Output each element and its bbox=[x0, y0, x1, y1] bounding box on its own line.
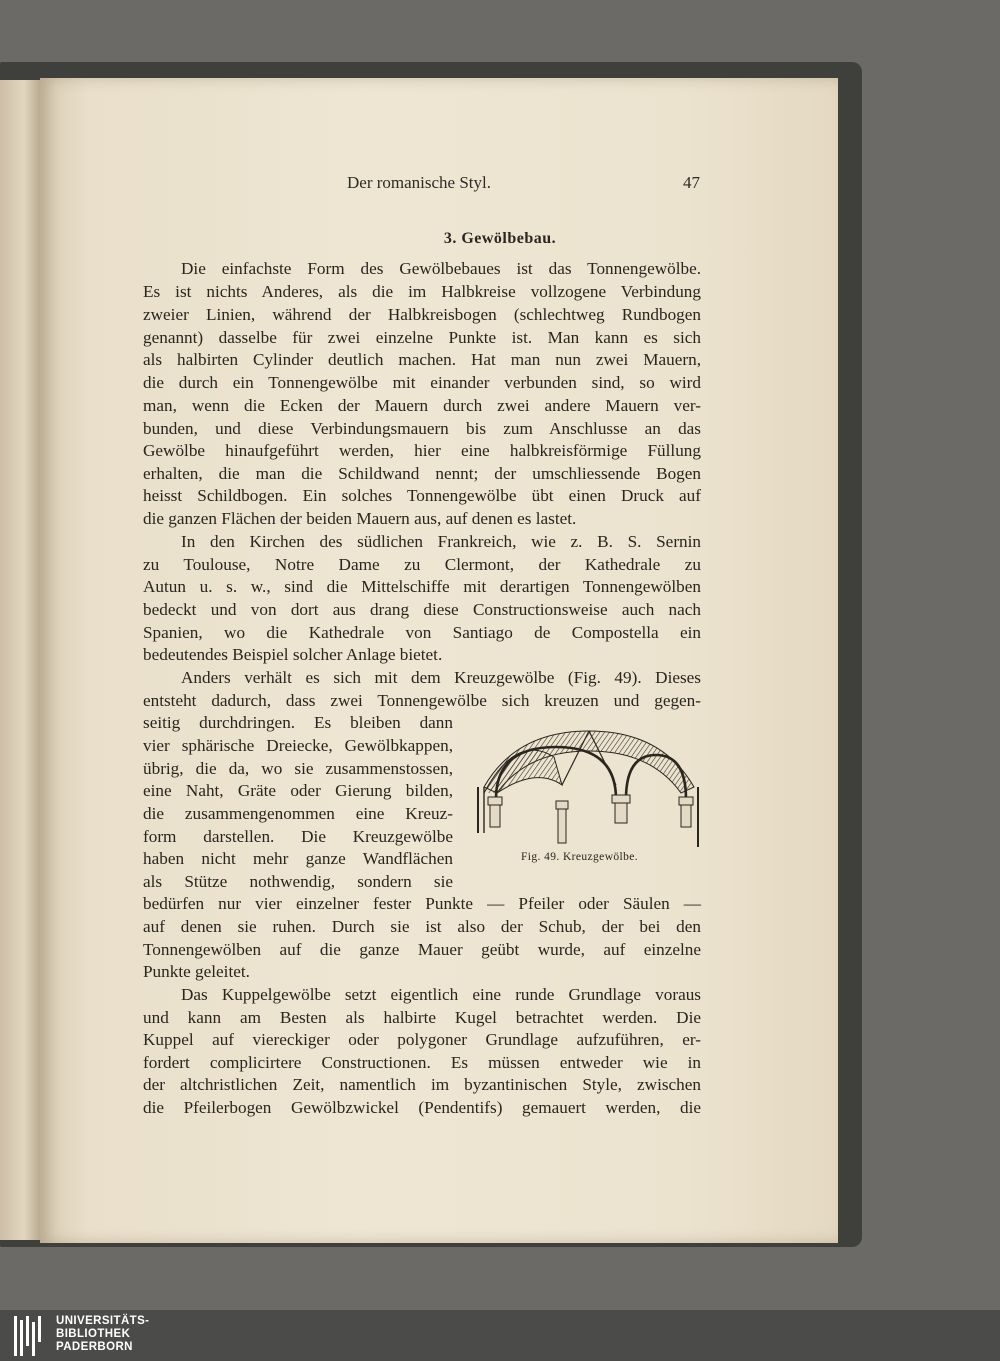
library-footer bbox=[0, 1310, 1000, 1361]
text-line: die durch ein Tonnengewölbe mit einander verbunden sind, so wird bbox=[143, 373, 701, 392]
logo-line: BIBLIOTHEK bbox=[56, 1328, 131, 1340]
text-line: als halbirten Cylinder deutlich machen. Hat man nun zwei Mauern, bbox=[143, 350, 701, 369]
text-line: bunden, und diese Verbindungsmauern bis zum Anschlusse an das bbox=[143, 419, 701, 438]
text-line: seitig durchdringen. Es bleiben dann bbox=[143, 713, 453, 732]
text-line: man, wenn die Ecken der Mauern durch zwei andere Mauern ver- bbox=[143, 396, 701, 415]
text-line: Tonnengewölben auf die ganze Mauer geübt wurde, auf einzelne bbox=[143, 940, 701, 959]
text-line: der altchristlichen Zeit, namentlich im byzantinischen Style, zwischen bbox=[143, 1075, 701, 1094]
text-line: Kuppel auf viereckiger oder polygoner Grundlage aufzuführen, er- bbox=[143, 1030, 701, 1049]
section-heading: 3. Gewölbebau. bbox=[443, 230, 557, 247]
text-line: auf denen sie ruhen. Durch sie ist also der Schub, der bei den bbox=[143, 917, 701, 936]
text-line: heisst Schildbogen. Ein solches Tonnengewölbe übt einen Druck auf bbox=[143, 486, 701, 505]
text-line: genannt) dasselbe für zwei einzelne Punkte ist. Man kann es sich bbox=[143, 328, 701, 347]
text-line: In den Kirchen des südlichen Frankreich, wie z. B. S. Sernin bbox=[181, 532, 701, 551]
text-line: Punkte geleitet. bbox=[143, 962, 250, 981]
text-line: bedürfen nur vier einzelner fester Punkte — Pfeiler oder Säulen — bbox=[143, 894, 701, 913]
text-line: bedeutendes Beispiel solcher Anlage bietet. bbox=[143, 645, 443, 664]
text-line: zu Toulouse, Notre Dame zu Clermont, der Kathedrale zu bbox=[143, 555, 701, 574]
text-line: die zusammengenommen eine Kreuz- bbox=[143, 804, 453, 823]
text-line: die ganzen Flächen der beiden Mauern aus, auf denen es lastet. bbox=[143, 509, 577, 528]
logo-line: PADERBORN bbox=[56, 1341, 133, 1353]
figure-caption: Fig. 49. Kreuzgewölbe. bbox=[521, 851, 639, 863]
text-line: Die einfachste Form des Gewölbebaues ist das Tonnengewölbe. bbox=[181, 259, 701, 278]
text-line: form darstellen. Die Kreuzgewölbe bbox=[143, 827, 453, 846]
text-line: haben nicht mehr ganze Wandflächen bbox=[143, 849, 453, 868]
text-line: vier sphärische Dreiecke, Gewölbkappen, bbox=[143, 736, 453, 755]
text-line: Es ist nichts Anderes, als die im Halbkreise vollzogene Verbindung bbox=[143, 282, 701, 301]
text-line: und kann am Besten als halbirte Kugel betrachtet werden. Die bbox=[143, 1008, 701, 1027]
running-title: Der romanische Styl. bbox=[347, 173, 491, 192]
text-line: erhalten, die man die Schildwand nennt; der umschliessende Bogen bbox=[143, 464, 701, 483]
text-line: Autun u. s. w., sind die Mittelschiffe mit derartigen Tonnengewölben bbox=[143, 577, 701, 596]
library-logo-icon bbox=[14, 1316, 42, 1356]
text-line: die Pfeilerbogen Gewölbzwickel (Pendentifs) gemauert werden, die bbox=[143, 1098, 701, 1117]
text-line: übrig, die da, wo sie zusammenstossen, bbox=[143, 759, 453, 778]
text-line: Gewölbe hinaufgeführt werden, hier eine halbkreisförmige Füllung bbox=[143, 441, 701, 460]
text-line: Spanien, wo die Kathedrale von Santiago de Compostella ein bbox=[143, 623, 701, 642]
page-number: 47 bbox=[683, 173, 700, 192]
logo-line: UNIVERSITÄTS- bbox=[56, 1315, 150, 1327]
cross-vault-figure bbox=[476, 727, 702, 853]
text-line: fordert complicirtere Constructionen. Es müssen entweder wie in bbox=[143, 1053, 701, 1072]
text-line: Das Kuppelgewölbe setzt eigentlich eine runde Grundlage voraus bbox=[181, 985, 701, 1004]
text-line: bedeckt und von dort aus drang diese Constructionsweise auch nach bbox=[143, 600, 701, 619]
library-logo-text bbox=[56, 1315, 149, 1354]
left-page-edge bbox=[0, 80, 40, 1240]
text-line: eine Naht, Gräte oder Gierung bilden, bbox=[143, 781, 453, 800]
text-line: als Stütze nothwendig, sondern sie bbox=[143, 872, 453, 891]
text-line: zweier Linien, während der Halbkreisbogen (schlechtweg Rundbogen bbox=[143, 305, 701, 324]
text-line: entsteht dadurch, dass zwei Tonnengewölbe sich kreuzen und gegen- bbox=[143, 691, 701, 710]
text-line: Anders verhält es sich mit dem Kreuzgewölbe (Fig. 49). Dieses bbox=[181, 668, 701, 687]
